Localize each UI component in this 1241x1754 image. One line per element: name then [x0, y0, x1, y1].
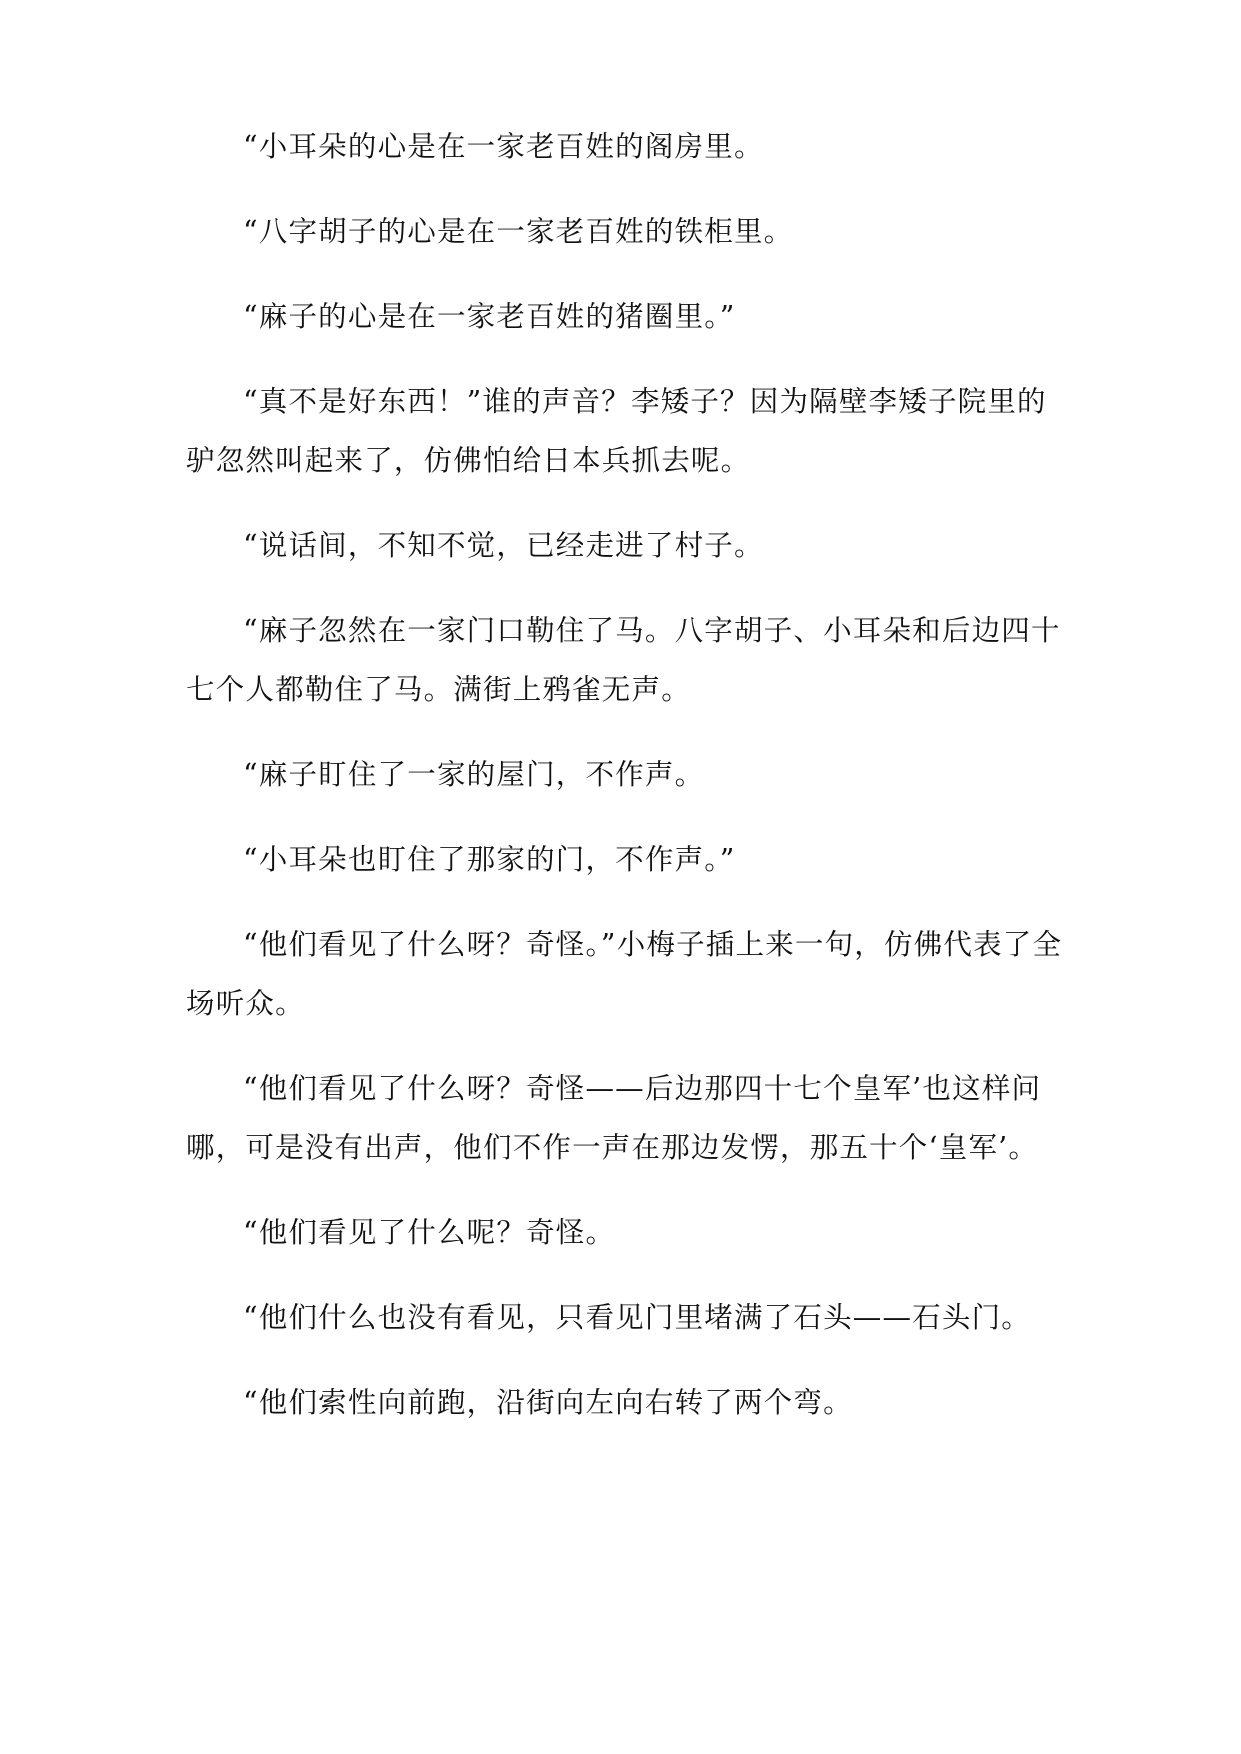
paragraph-10: “他们看见了什么呀？奇怪——后边那四十七个皇军’也这样问哪，可是没有出声，他们不作一声在那边发愣，那五十个‘皇军’。	[186, 1072, 1042, 1164]
paragraph-2: “八字胡子的心是在一家老百姓的铁柜里。	[243, 215, 794, 248]
paragraph-8: “小耳朵也盯住了那家的门，不作声。”	[243, 843, 736, 876]
paragraph-12: “他们什么也没有看见，只看见门里堵满了石头——石头门。	[243, 1301, 1031, 1334]
paragraph-5: “说话间，不知不觉，已经走进了村子。	[243, 529, 764, 562]
paragraph-6: “麻子忽然在一家门口勒住了马。八字胡子、小耳朵和后边四十七个人都勒住了马。满街上鸦雀无声。	[186, 614, 1061, 706]
paragraph-4: “真不是好东西！”谁的声音？李矮子？因为隔壁李矮子院里的驴忽然叫起来了，仿佛怕给日本兵抓去呢。	[186, 385, 1047, 477]
paragraph-11: “他们看见了什么呢？奇怪。	[243, 1216, 616, 1249]
document-page	[186, 117, 1066, 1458]
paragraph-1: “小耳朵的心是在一家老百姓的阁房里。	[243, 130, 764, 163]
paragraph-9: “他们看见了什么呀？奇怪。”小梅子插上来一句，仿佛代表了全场听众。	[186, 928, 1063, 1020]
paragraph-7: “麻子盯住了一家的屋门，不作声。	[243, 758, 705, 791]
paragraph-13: “他们索性向前跑，沿街向左向右转了两个弯。	[243, 1386, 853, 1419]
paragraph-3: “麻子的心是在一家老百姓的猪圈里。”	[243, 300, 736, 333]
